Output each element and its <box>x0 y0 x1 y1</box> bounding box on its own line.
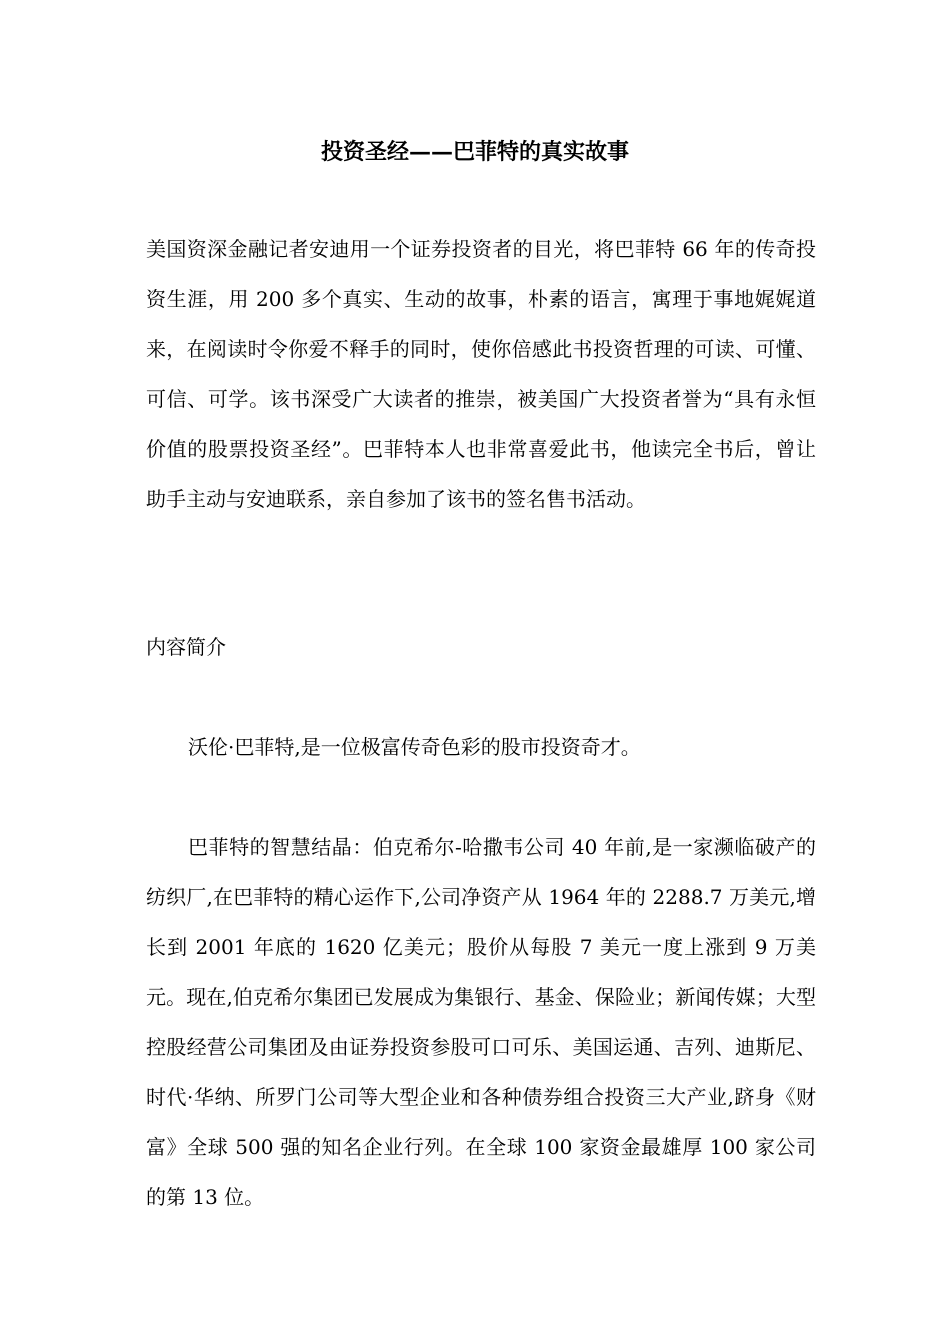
intro-paragraph: 美国资深金融记者安迪用一个证券投资者的目光，将巴菲特 66 年的传奇投资生涯，用 200 多个真实、生动的故事，朴素的语言，寓理于事地娓娓道来，在阅读时令你爱不释手的同时，使你倍感此书投资哲理的可读、可懂、可信、可学。该书深受广大读者的推崇，被美国广大投资者誉为“具有永恒价值的股票投资圣经”。巴菲特本人也非常喜爱此书，他读完全书后，曾让助手主动与安迪联系，亲自参加了该书的签名售书活动。 <box>146 237 816 511</box>
body-paragraph-1: 沃伦·巴菲特,是一位极富传奇色彩的股市投资奇才。 <box>188 735 641 759</box>
body-paragraph-2: 巴菲特的智慧结晶：伯克希尔-哈撒韦公司 40 年前,是一家濒临破产的纺织厂,在巴菲特的精心运作下,公司净资产从 1964 年的 2288.7 万美元,增长到 2001 年底的 1620 亿美元；股价从每股 7 美元一度上涨到 9 万美元。现在,伯克希尔集团已发展成为集银行、基金、保险业；新闻传媒；大型控股经营公司集团及由证券投资参股可口可乐、美国运通、吉列、迪斯尼、时代·华纳、所罗门公司等大型企业和各种债券组合投资三大产业,跻身《财富》全球 500 强的知名企业行列。在全球 100 家资金最雄厚 100 家公司的第 13 位。 <box>146 835 816 1209</box>
section-heading: 内容简介 <box>146 635 226 659</box>
document-title: 投资圣经——巴菲特的真实故事 <box>320 139 629 165</box>
